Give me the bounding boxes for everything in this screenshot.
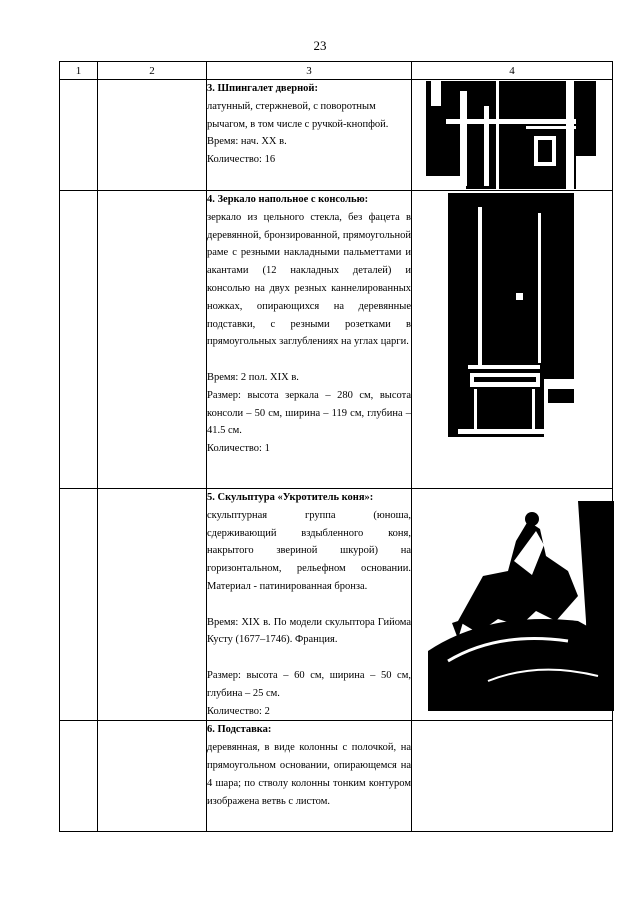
cell-col2 (98, 80, 207, 191)
item-description: зеркало из цельного стекла, без фацета в деревянной, бронзированной, прямоугольной раме с резными накладными пальметтами и акантами (12 накладных деталей) и консолью на двух резных каннелированных ножках, опирающихся на деревянные подставки, с резными розетками в прямоугольных заглублениях на углах царги. (207, 211, 411, 348)
column-header: 2 (98, 62, 207, 80)
item-time: Время: нач. XX в. (207, 136, 287, 148)
photo-cell (412, 191, 613, 489)
cell-col2 (98, 721, 207, 832)
cell-col2 (98, 489, 207, 721)
item-size: Размер: высота зеркала – 280 см, высота консоли – 50 см, ширина – 119 см, глубина – 41.5 см. (207, 389, 411, 437)
item-size: Размер: высота – 60 см, ширина – 50 см, глубина – 25 см. (207, 669, 411, 699)
item-count: Количество: 2 (207, 705, 270, 717)
column-header: 4 (412, 62, 613, 80)
table-row (60, 489, 613, 721)
cell-col1 (60, 721, 98, 832)
cell-col1 (60, 80, 98, 191)
item-title: 4. Зеркало напольное с консолью: (207, 194, 369, 205)
item-time: Время: 2 пол. XIX в. (207, 371, 299, 383)
floor-mirror-photo (448, 193, 574, 449)
item-time: Время: XIX в. По модели скульптора Гийома Кусту (1677–1746). Франция. (207, 616, 411, 646)
cell-col2 (98, 191, 207, 489)
item-count: Количество: 1 (207, 443, 270, 455)
item-title: 3. Шпингалет дверной: (207, 83, 318, 94)
item-title: 5. Скульптура «Укротитель коня»: (207, 492, 374, 503)
photo-cell (412, 489, 613, 721)
page-number: 23 (313, 38, 327, 53)
cell-col1 (60, 191, 98, 489)
door-bolt-photo (426, 81, 596, 189)
item-description: деревянная, в виде колонны с полочкой, на прямоугольном основании, опирающемся на 4 шара; по стволу колонны тонким контуром изображена ветвь с листом. (207, 742, 411, 807)
photo-cell (412, 80, 613, 191)
item-description: скульптурная группа (юноша, сдерживающий вздыбленного коня, накрытого звериной шкурой) на горизонтальном, рельефном основании. Материал - патинированная бронза. (207, 509, 411, 592)
table-row (60, 191, 613, 489)
inventory-table (59, 61, 613, 832)
table-row (60, 80, 613, 191)
horse-tamer-sculpture-photo (428, 501, 614, 711)
cell-col1 (60, 489, 98, 721)
column-header: 1 (60, 62, 98, 80)
item-description-cell (207, 191, 412, 489)
column-header: 3 (207, 62, 412, 80)
table-row (60, 721, 613, 832)
item-count: Количество: 16 (207, 154, 276, 166)
photo-cell (412, 721, 613, 832)
item-description-cell (207, 721, 412, 832)
item-description: латунный, стержневой, с поворотным рычагом, в том числе с ручкой-кнопфой. (207, 100, 389, 130)
item-title: 6. Подставка: (207, 724, 272, 736)
item-description-cell (207, 489, 412, 721)
item-description-cell (207, 80, 412, 191)
table-header-row (60, 62, 613, 80)
